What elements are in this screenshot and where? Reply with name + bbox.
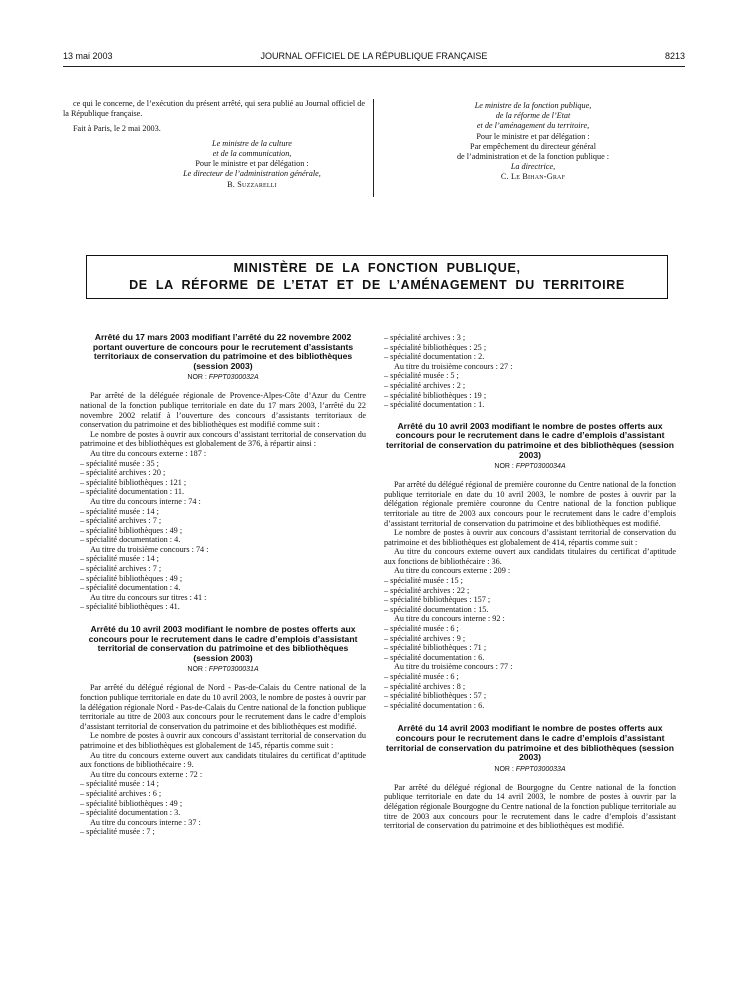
ministry-heading-line-1: MINISTÈRE DE LA FONCTION PUBLIQUE,	[233, 261, 521, 275]
nor-label: NOR :	[187, 666, 207, 674]
article-title: Arrêté du 10 avril 2003 modifiant le nombre de postes offerts aux concours pour le recrutement dans le cadre d’emplois d’assistant territorial de conservation du patrimoine et des bibliothèques (session 2003)	[386, 420, 674, 460]
right-column	[384, 333, 676, 831]
article-paragraph: Par arrêté du délégué régional de Bourgogne du Centre national de la fonction publique territoriale en date du 14 avril 2003, le nombre de postes à ouvrir par la délégation régionale Bourgogne du Centre national de la fonction publique territoriale au titre de 2003 aux concours pour le recrutement dans le cadre d’emplois d’assistant territorial de conservation du patrimoine et des bibliothèques est modifié.	[384, 782, 676, 831]
signature-line: Par empêchement du directeur général	[470, 141, 596, 151]
article-paragraph: Le nombre de postes à ouvrir aux concours d’assistant territorial de conservation du patrimoine et des bibliothèques est globalement de 414, répartis comme suit :	[384, 528, 676, 547]
nor-label: NOR :	[187, 374, 207, 382]
list-item: – spécialité musée : 14 ;	[80, 506, 159, 516]
list-item: Au titre du concours externe : 72 :	[90, 769, 203, 779]
header-page-number: 8213	[664, 51, 685, 61]
list-item: – spécialité bibliothèques : 25 ;	[384, 342, 487, 352]
list-item: Au titre du concours sur titres : 41 :	[90, 592, 207, 602]
list-item: – spécialité bibliothèques : 19 ;	[384, 390, 487, 400]
list-item: Au titre du concours externe : 187 :	[90, 448, 207, 458]
article-paragraph: Par arrêté du délégué régional de Nord - Pas-de-Calais du Centre national de la fonction publique territoriale en date du 10 avril 2003, le nombre de postes à ouvrir par la délégation régionale Nord - Pas-de-Calais du Centre national de la fonction publique territoriale au titre de 2003 aux concours pour le recrutement dans le cadre d’emplois d’assistant territorial de conservation du patrimoine et des bibliothèques est modifié.	[80, 683, 366, 731]
list-item: – spécialité bibliothèques : 49 ;	[80, 798, 183, 808]
signature-line: La directrice,	[510, 162, 556, 172]
nor-reference	[384, 765, 676, 774]
list-item: – spécialité archives : 3 ;	[384, 333, 466, 342]
article-14-avril-bourgogne	[384, 724, 676, 830]
list-item: – spécialité bibliothèques : 49 ;	[80, 525, 183, 535]
nor-label: NOR :	[494, 463, 514, 471]
list-item: – spécialité archives : 2 ;	[384, 380, 466, 390]
list-item: – spécialité musée : 6 ;	[384, 672, 459, 681]
list-item: – spécialité documentation : 15.	[384, 604, 489, 614]
list-item: – spécialité documentation : 6.	[384, 700, 485, 710]
list-item: – spécialité bibliothèques : 49 ;	[80, 573, 183, 583]
list-item: – spécialité musée : 14 ;	[80, 554, 159, 564]
list-item: – spécialité musée : 35 ;	[80, 458, 159, 468]
signature-line: Pour le ministre et par délégation :	[476, 131, 590, 141]
list-item: – spécialité archives : 20 ;	[80, 468, 166, 478]
header-journal-title: JOURNAL OFFICIEL DE LA RÉPUBLIQUE FRANÇAISE	[260, 51, 488, 61]
article-10-avril-premiere-couronne	[384, 422, 676, 711]
nor-code: FPPT0300032A	[208, 374, 259, 382]
article-paragraph: Le nombre de postes à ouvrir aux concours d’assistant territorial de conservation du patrimoine et des bibliothèques est globalement de 376, à répartir ainsi :	[80, 429, 366, 449]
article-title: Arrêté du 10 avril 2003 modifiant le nombre de postes offerts aux concours pour le recrutement dans le cadre d’emplois d’assistant territorial de conservation du patrimoine et des bibliothèques (session 2003)	[88, 624, 358, 663]
list-item: – spécialité archives : 7 ;	[80, 564, 162, 574]
top-left-block	[63, 99, 365, 190]
article-paragraph: Par arrêté du délégué régional de première couronne du Centre national de la fonction publique territoriale en date du 10 avril 2003, le nombre de postes à ouvrir par la délégation régionale première couronne du Centre national de la fonction publique territoriale au titre de 2003 aux concours pour le recrutement dans le cadre d’emplois d’assistant territorial de conservation du patrimoine et des bibliothèques est modifié.	[384, 480, 676, 528]
list-item: – spécialité documentation : 3.	[80, 808, 181, 818]
list-item: – spécialité documentation : 6.	[384, 652, 485, 662]
list-item: – spécialité documentation : 4.	[80, 583, 181, 593]
list-item: – spécialité musée : 14 ;	[80, 779, 159, 789]
list-item: Au titre du concours externe : 209 :	[394, 566, 511, 576]
list-item: – spécialité musée : 6 ;	[384, 624, 459, 634]
list-item: – spécialité archives : 8 ;	[384, 681, 466, 691]
top-column-divider	[373, 99, 374, 197]
list-item: – spécialité musée : 7 ;	[80, 827, 155, 837]
header-rule	[63, 66, 685, 67]
list-item: – spécialité musée : 15 ;	[384, 576, 463, 586]
place-date: Fait à Paris, le 2 mai 2003.	[73, 124, 161, 134]
list-item: – spécialité musée : 5 ;	[384, 371, 459, 381]
list-item: Au titre du troisième concours : 27 :	[394, 361, 513, 371]
signature-line: de la réforme de l’Etat	[495, 111, 571, 121]
signature-line: et de l’aménagement du territoire,	[476, 121, 590, 131]
list-item: – spécialité archives : 6 ;	[80, 788, 162, 798]
list-item: – spécialité documentation : 11.	[80, 487, 185, 497]
ministry-heading-line-2: DE LA RÉFORME DE L’ETAT ET DE L’AMÉNAGEMENT DU TERRITOIRE	[129, 278, 625, 292]
signature-name: B. Suzzarelli	[227, 179, 277, 189]
nor-code: FPPT0300031A	[208, 666, 259, 674]
list-item: – spécialité documentation : 2.	[384, 352, 485, 362]
nor-reference	[384, 462, 676, 471]
list-item: Au titre du troisième concours : 77 :	[394, 662, 513, 672]
list-item: Au titre du concours interne : 37 :	[90, 817, 201, 827]
article-paragraph: Le nombre de postes à ouvrir aux concours d’assistant territorial de conservation du patrimoine et des bibliothèques est globalement de 145, répartis comme suit :	[80, 731, 366, 750]
signature-line: de l’administration et de la fonction publique :	[456, 152, 610, 162]
article-paragraph: Au titre du concours externe ouvert aux candidats titulaires du certificat d’aptitude aux fonctions de bibliothécaire : 9.	[80, 750, 366, 770]
nor-label: NOR :	[494, 765, 514, 773]
list-item: Au titre du concours interne : 92 :	[394, 614, 505, 624]
list-item: Au titre du troisième concours : 74 :	[90, 544, 209, 554]
nor-reference	[80, 373, 366, 382]
list-item: – spécialité bibliothèques : 157 ;	[384, 595, 491, 605]
article-paragraph: Par arrêté de la déléguée régionale de Provence-Alpes-Côte d’Azur du Centre national de la fonction publique territoriale en date du 17 mars 2003, l’arrêté du 22 novembre 2002 relatif à l’ouverture des concours d’assistants territoriaux de conservation du patrimoine et des bibliothèques est modifié comme suit :	[80, 391, 366, 430]
signature-line: Pour le ministre et par délégation :	[195, 159, 309, 169]
article-10-avril-nord-continued	[384, 333, 676, 410]
closing-paragraph: ce qui le concerne, de l’exécution du présent arrêté, qui sera publié au Journal officiel de la République française.	[63, 99, 365, 118]
list-item: – spécialité bibliothèques : 41.	[80, 602, 180, 612]
nor-code: FPPT0300034A	[515, 463, 566, 471]
list-item: – spécialité bibliothèques : 57 ;	[384, 691, 487, 701]
signature-name: C. Le Bihan-Graf	[500, 172, 566, 182]
left-column	[80, 333, 366, 837]
signature-line: Le ministre de la culture	[212, 138, 292, 148]
list-item: – spécialité archives : 9 ;	[384, 633, 466, 643]
article-title: Arrêté du 17 mars 2003 modifiant l’arrêté du 22 novembre 2002 portant ouverture de concours pour le recrutement d’assistants territoriaux de conservation du patrimoine et des bibliothèques (session 2003)	[92, 332, 354, 371]
list-item: – spécialité documentation : 4.	[80, 535, 181, 545]
list-item: – spécialité bibliothèques : 71 ;	[384, 643, 487, 653]
article-title: Arrêté du 14 avril 2003 modifiant le nombre de postes offerts aux concours pour le recrutement dans le cadre d’emplois d’assistant territorial de conservation du patrimoine et des bibliothèques (session 2003)	[386, 723, 674, 763]
signature-culture	[139, 139, 365, 190]
list-item: – spécialité archives : 7 ;	[80, 516, 162, 526]
article-17-mars	[80, 333, 366, 612]
top-right-block	[381, 101, 685, 183]
list-item: – spécialité archives : 22 ;	[384, 585, 470, 595]
nor-code: FPPT0300033A	[515, 765, 566, 773]
signature-line: et de la communication,	[212, 148, 292, 158]
list-item: – spécialité documentation : 1.	[384, 400, 485, 410]
header-date: 13 mai 2003	[63, 51, 113, 61]
signature-line: Le directeur de l’administration générale,	[183, 169, 321, 179]
article-paragraph: Au titre du concours externe ouvert aux candidats titulaires du certificat d’aptitude aux fonctions de bibliothécaire : 36.	[384, 547, 676, 566]
ministry-heading-box	[86, 255, 668, 299]
signature-line: Le ministre de la fonction publique,	[474, 101, 592, 110]
list-item: Au titre du concours interne : 74 :	[90, 496, 201, 506]
list-item: – spécialité bibliothèques : 121 ;	[80, 477, 187, 487]
nor-reference	[80, 665, 366, 674]
page-header	[63, 51, 685, 65]
article-10-avril-nord	[80, 625, 366, 837]
